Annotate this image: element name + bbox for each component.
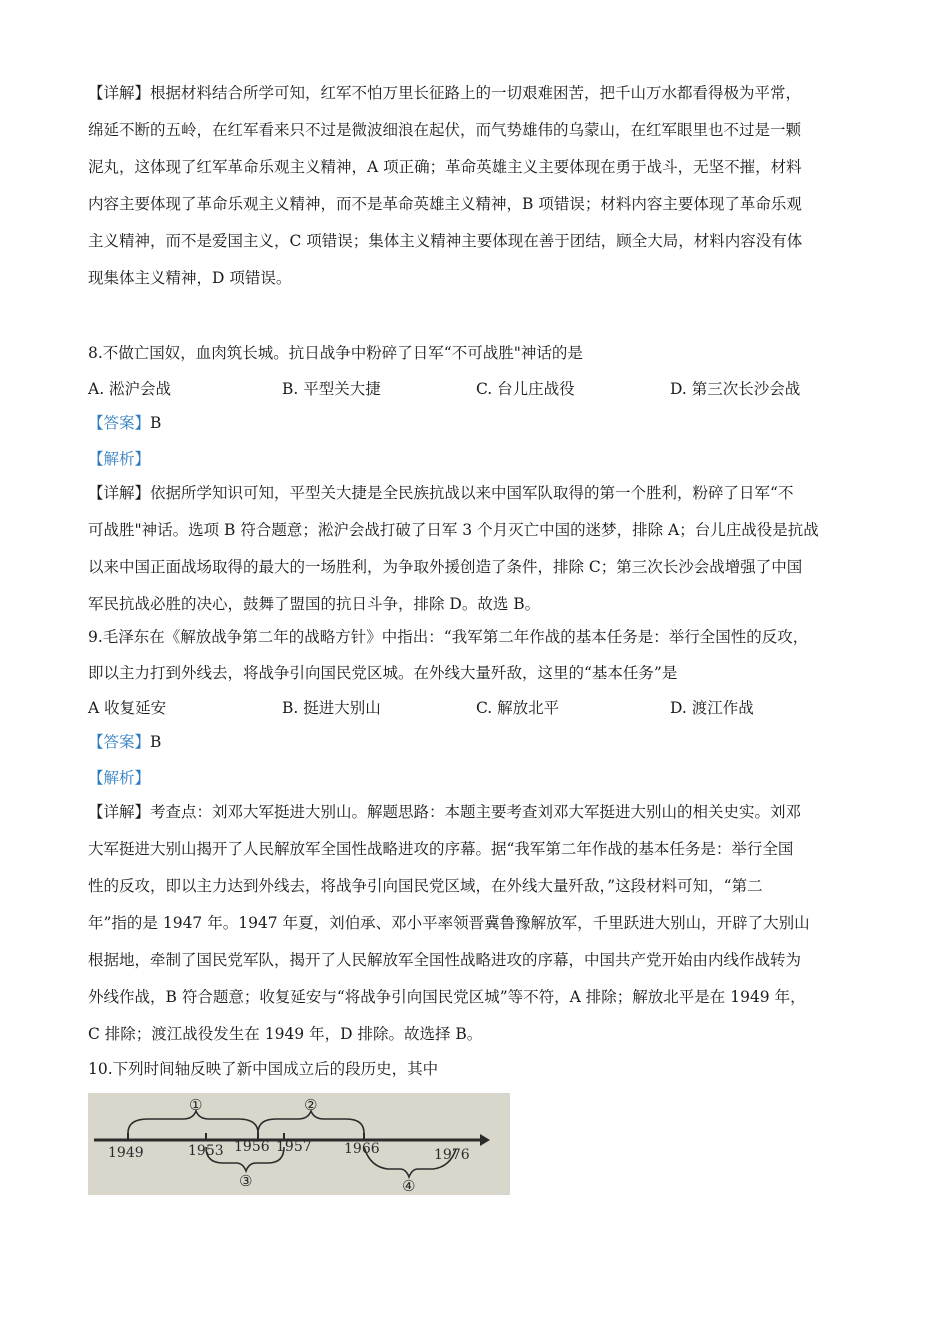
q9-answer xyxy=(88,731,161,753)
q9-stem-line-1: 9.毛泽东在《解放战争第二年的战略方针》中指出：“我军第二年作战的基本任务是：举行全国性的反攻， xyxy=(88,628,809,646)
q8-stem: 8.不做亡国奴，血肉筑长城。抗日战争中粉碎了日军“不可战胜"神话的是 xyxy=(88,344,583,362)
q8-detail-line-3: 以来中国正面战场取得的最大的一场胜利，为争取外援创造了条件，排除 C；第三次长沙会战增强了中国 xyxy=(88,558,803,576)
q9-analysis-tag: 【解析】 xyxy=(88,769,151,787)
answer-value: B xyxy=(150,414,162,432)
q9-detail-line-5: 根据地，牵制了国民党军队，揭开了人民解放军全国性战略进攻的序幕，中国共产党开始由内线作战转为 xyxy=(88,951,802,969)
year-label-1956: 1956 xyxy=(234,1139,270,1155)
q9-option-b: B. 挺进大别山 xyxy=(282,699,381,717)
q8-option-d: D. 第三次长沙会战 xyxy=(670,380,801,398)
q9-detail-line-2: 大军挺进大别山揭开了人民解放军全国性战略进攻的序幕。据“我军第二年作战的基本任务是：举行全国 xyxy=(88,840,794,858)
q7-detail-line-4: 内容主要体现了革命乐观主义精神，而不是革命英雄主义精神，B 项错误；材料内容主要体现了革命乐观 xyxy=(88,195,802,213)
q8-detail-line-2: 可战胜"神话。选项 B 符合题意；淞沪会战打破了日军 3 个月灭亡中国的迷梦，排除 A；台儿庄战役是抗战 xyxy=(88,521,819,539)
q9-detail-line-3: 性的反攻，即以主力达到外线去，将战争引向国民党区域，在外线大量歼敌，”这段材料可知，“第二 xyxy=(88,877,763,895)
q9-option-d: D. 渡江作战 xyxy=(670,699,754,717)
q7-detail-line-5: 主义精神，而不是爱国主义，C 项错误；集体主义精神主要体现在善于团结，顾全大局，材料内容没有体 xyxy=(88,232,803,250)
detail-tag: 【详解】 xyxy=(88,484,151,502)
marker-2: ② xyxy=(304,1096,318,1114)
year-label-1957: 1957 xyxy=(276,1139,312,1155)
detail-tag: 【详解】 xyxy=(88,84,151,102)
q8-option-b: B. 平型关大捷 xyxy=(282,380,381,398)
timeline-figure xyxy=(88,1093,510,1195)
q8-detail-line-1: 【详解】依据所学知识可知，平型关大捷是全民族抗战以来中国军队取得的第一个胜利，粉碎了日军“不 xyxy=(88,484,794,502)
answer-value: B xyxy=(150,733,162,751)
q9-detail-line-7: C 排除；渡江战役发生在 1949 年，D 排除。故选择 B。 xyxy=(88,1025,483,1043)
brace-1 xyxy=(128,1111,258,1133)
q9-stem-line-2: 即以主力打到外线去，将战争引向国民党区城。在外线大量歼敌，这里的“基本任务”是 xyxy=(88,664,678,682)
q8-analysis-tag: 【解析】 xyxy=(88,450,151,468)
year-label-1949: 1949 xyxy=(108,1145,144,1161)
q9-detail-line-1: 【详解】考查点：刘邓大军挺进大别山。解题思路：本题主要考查刘邓大军挺进大别山的相关史实。刘邓 xyxy=(88,803,802,821)
marker-4: ④ xyxy=(402,1177,416,1195)
q7-detail-line-3: 泥丸，这体现了红军革命乐观主义精神，A 项正确；革命英雄主义主要体现在勇于战斗，无坚不摧，材料 xyxy=(88,158,802,176)
q9-detail-line-4: 年”指的是 1947 年。1947 年夏，刘伯承、邓小平率领晋冀鲁豫解放军，千里跃进大别山，开辟了大别山 xyxy=(88,914,810,932)
answer-tag: 【答案】 xyxy=(88,733,151,751)
marker-3: ③ xyxy=(239,1172,253,1190)
detail-tag: 【详解】 xyxy=(88,803,151,821)
q7-detail-line-1: 【详解】根据材料结合所学可知，红军不怕万里长征路上的一切艰难困苦，把千山万水都看得极为平常， xyxy=(88,84,802,102)
marker-1: ① xyxy=(189,1096,203,1114)
q8-option-a: A. 淞沪会战 xyxy=(88,380,172,398)
year-label-1953: 1953 xyxy=(188,1143,224,1159)
q8-detail-line-4: 军民抗战必胜的决心，鼓舞了盟国的抗日斗争，排除 D。故选 B。 xyxy=(88,595,541,613)
q7-detail-line-2: 绵延不断的五岭，在红军看来只不过是微波细浪在起伏，而气势雄伟的乌蒙山，在红军眼里也不过是一颗 xyxy=(88,121,802,139)
q10-stem: 10.下列时间轴反映了新中国成立后的段历史，其中 xyxy=(88,1060,439,1078)
answer-tag: 【答案】 xyxy=(88,414,151,432)
q8-option-c: C. 台儿庄战役 xyxy=(476,380,575,398)
q7-detail-line-6: 现集体主义精神，D 项错误。 xyxy=(88,269,292,287)
year-label-1966: 1966 xyxy=(344,1141,380,1157)
q9-option-c: C. 解放北平 xyxy=(476,699,560,717)
timeline-arrow xyxy=(480,1134,490,1146)
brace-2 xyxy=(258,1111,364,1133)
q9-detail-line-6: 外线作战，B 符合题意；收复延安与“将战争引向国民党区城”等不符，A 排除；解放北平是在 1949 年， xyxy=(88,988,806,1006)
q8-answer xyxy=(88,412,161,434)
timeline-svg xyxy=(88,1093,510,1195)
q9-option-a: A 收复延安 xyxy=(88,699,167,717)
year-label-1976: 1976 xyxy=(434,1147,470,1163)
